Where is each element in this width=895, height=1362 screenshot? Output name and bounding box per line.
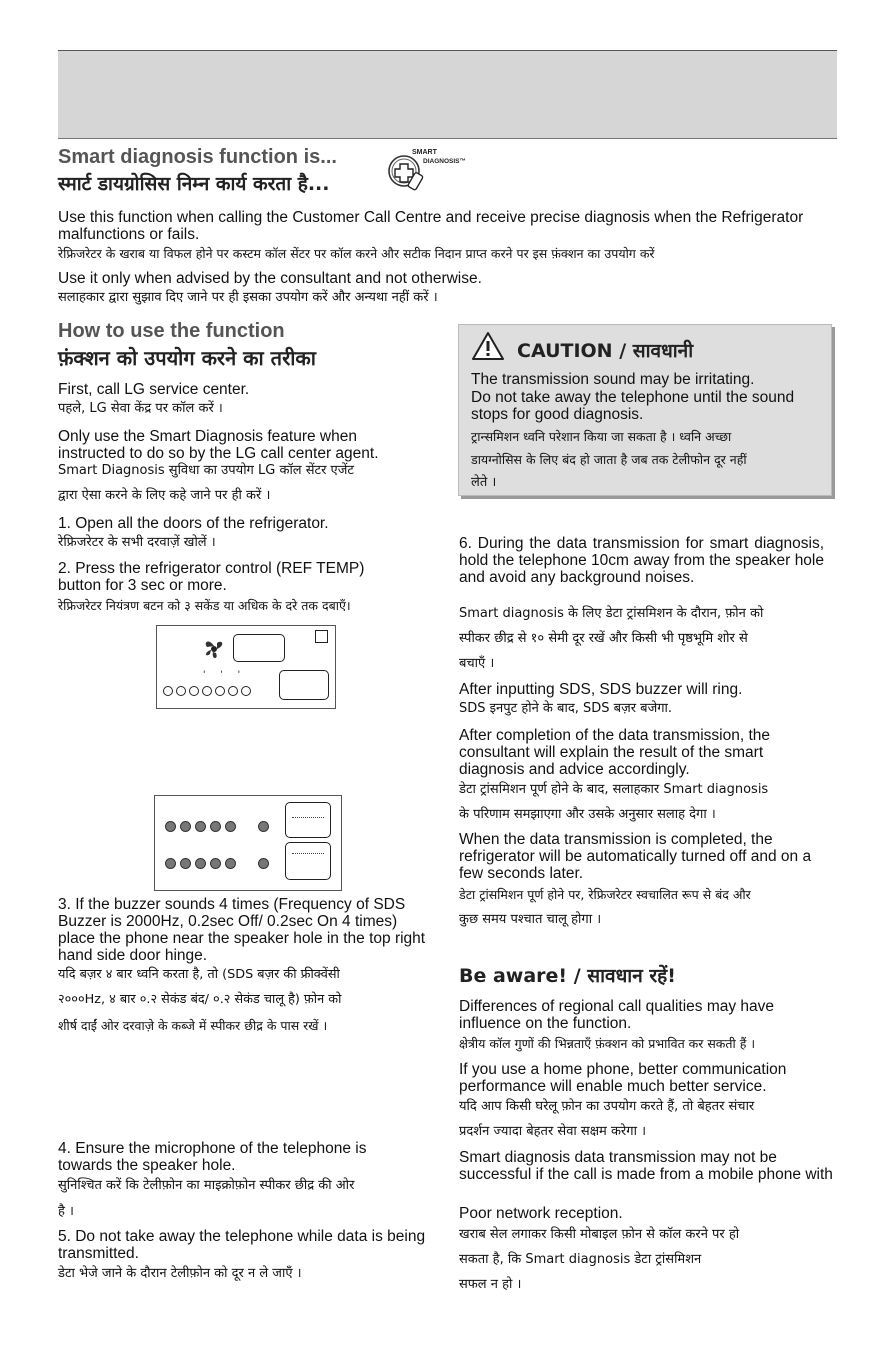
step6-hi1: Smart diagnosis के लिए डेटा ट्रांसमिशन के दौरान, फ़ोन को xyxy=(459,606,764,621)
step1-hi: रेफ्रिजरेटर के सभी दरवाज़ें खोलें । xyxy=(58,535,216,550)
step6-en: 6. During the data transmission for smart diagnosis, hold the telephone 10cm away from the speaker hole and avoid any background noises. xyxy=(459,535,824,586)
led-row-top xyxy=(165,817,240,836)
step2-hi: रेफ्रिजरेटर नियंत्रण बटन को ३ सकेंड या अधिक के दरे तक दबाएँ। xyxy=(58,598,351,613)
aware-p3-en2: Poor network reception. xyxy=(459,1205,623,1222)
step4-hi1: सुनिश्चित करें कि टेलीफ़ोन का माइक्रोफ़ोन स्पीकर छीद्र की ओर xyxy=(58,1178,355,1193)
complete-hi2: के परिणाम समझाएगा और उसके अनुसार सलाह देगा । xyxy=(459,807,716,822)
aware-p3-hi3: सफल न हो । xyxy=(459,1277,522,1292)
tick-marks: ' ' ' xyxy=(203,670,247,680)
howto-only-hi2: द्वारा ऐसा करने के लिए कहे जाने पर ही करें । xyxy=(58,488,271,503)
panel-button-bottom[interactable] xyxy=(285,842,331,880)
aware-p3-hi1: खराब सेल लगाकर किसी मोबाइल फ़ोन से कॉल करने पर हो xyxy=(459,1227,740,1242)
step4-en: 4. Ensure the microphone of the telephone is towards the speaker hole. xyxy=(58,1140,367,1174)
aware-p2-hi2: प्रदर्शन ज्यादा बेहतर सेवा सक्षम करेगा । xyxy=(459,1124,646,1139)
temp-level-leds xyxy=(163,681,254,700)
fan-icon xyxy=(201,636,227,662)
off-en: When the data transmission is completed, the refrigerator will be automatically turned off and on a few seconds later. xyxy=(459,831,812,882)
header-bar xyxy=(58,51,837,139)
caution-en1: The transmission sound may be irritating. xyxy=(471,371,755,388)
sds-en: After inputting SDS, SDS buzzer will ring. xyxy=(459,681,743,698)
sd-advice-hi: सलाहकार द्वारा सुझाव दिए जाने पर ही इसका उपयोग करें और अन्यथा नहीं करें । xyxy=(58,290,438,305)
caution-hi1: ट्रान्समिशन ध्वनि परेशान किया जा सकता है । ध्वनि अच्छा xyxy=(471,429,732,444)
lock-indicator-square xyxy=(315,630,328,643)
aware-p3-en: Smart diagnosis data transmission may not be successful if the call is made from a mobile phone with xyxy=(459,1149,833,1183)
howto-only-en: Only use the Smart Diagnosis feature when instructed to do so by the LG call center agent. xyxy=(58,428,379,462)
sd-title-hi: स्मार्ट डायग्रोसिस निम्न कार्य करता है... xyxy=(58,173,330,195)
caution-en2: Do not take away the telephone until the sound stops for good diagnosis. xyxy=(471,389,795,423)
howto-first-en: First, call LG service center. xyxy=(58,381,250,398)
panel-button-top[interactable] xyxy=(285,802,331,838)
warning-triangle-icon xyxy=(471,331,505,361)
caution-hi3: लेते । xyxy=(471,475,497,490)
logo-text-top: SMART xyxy=(412,149,437,156)
step2-en: 2. Press the refrigerator control (REF TEMP) button for 3 sec or more. xyxy=(58,560,365,594)
howto-first-hi: पहले, LG सेवा केंद्र पर कॉल करें । xyxy=(58,401,223,416)
aware-p3-hi2: सकता है, कि Smart diagnosis डेटा ट्रांसमिशन xyxy=(459,1252,702,1267)
caution-title: CAUTION / सावधानी xyxy=(517,340,694,362)
led-bottom-single xyxy=(258,854,273,873)
aware-p2-en: If you use a home phone, better communication performance will enable much better service. xyxy=(459,1061,787,1095)
led-row-bottom xyxy=(165,854,240,873)
logo-text-bottom: DIAGNOSIS™ xyxy=(423,158,466,165)
display-box xyxy=(233,634,285,662)
sd-intro-en: Use this function when calling the Customer Call Centre and receive precise diagnosis when the Refrigerator malfunctions or fails. xyxy=(58,209,804,243)
aware-p1-en: Differences of regional call qualities may have influence on the function. xyxy=(459,998,775,1032)
off-hi1: डेटा ट्रांसमिशन पूर्ण होने पर, रेफ्रिजरेटर स्वचालित रूप से बंद और xyxy=(459,887,751,902)
step5-hi: डेटा भेजे जाने के दौरान टेलीफ़ोन को दूर न ले जाएँ । xyxy=(58,1266,302,1281)
step4-hi2: है । xyxy=(58,1204,74,1219)
smart-diagnosis-logo xyxy=(385,143,495,195)
caution-hi2: डायग्नोसिस के लिए बंद हो जाता है जब तक टेलीफोन दूर नहीं xyxy=(471,452,747,467)
led-top-single xyxy=(258,817,273,836)
aware-p2-hi1: यदि आप किसी घरेलू फ़ोन का उपयोग करते हैं, तो बेहतर संचार xyxy=(459,1099,755,1114)
sds-hi: SDS इनपुट होने के बाद, SDS बज़र बजेगा. xyxy=(459,701,673,716)
aware-p1-hi: क्षेत्रीय कॉल गुणों की भिन्नताएँ फ़ंक्शन को प्रभावित कर सकती हैं । xyxy=(459,1036,756,1051)
complete-en: After completion of the data transmission, the consultant will explain the result of the smart diagnosis and advice accordingly. xyxy=(459,727,771,778)
control-panel-diagram-2 xyxy=(154,795,342,891)
step3-en: 3. If the buzzer sounds 4 times (Frequency of SDS Buzzer is 2000Hz, 0.2sec Off/ 0.2sec On 4 times) place the phone near the speaker hole in the top right hand side door hinge. xyxy=(58,896,426,964)
step6-hi3: बचाएँ । xyxy=(459,656,495,671)
howto-title-en: How to use the function xyxy=(58,320,285,342)
step1-en: 1. Open all the doors of the refrigerator. xyxy=(58,515,329,532)
complete-hi1: डेटा ट्रांसमिशन पूर्ण होने के बाद, सलाहकार Smart diagnosis xyxy=(459,782,769,797)
sd-title-en: Smart diagnosis function is... xyxy=(58,146,337,168)
step3-hi3: शीर्ष दाईं ओर दरवाज़े के कब्जे में स्पीकर छीद्र के पास रखें । xyxy=(58,1018,328,1033)
step3-hi1: यदि बज़र ४ बार ध्वनि करता है, तो (SDS बज़र की फ्रीक्वेंसी xyxy=(58,967,340,982)
sd-intro-hi: रेफ्रिजरेटर के खराब या विफल होने पर कस्टम कॉल सेंटर पर कॉल करने और सटीक निदान प्राप्त करने पर इस फ़ंक्शन का उपयोग करें xyxy=(58,246,655,261)
control-panel-diagram-1 xyxy=(156,625,336,709)
off-hi2: कुछ समय पश्चात चालू होगा । xyxy=(459,912,602,927)
step6-hi2: स्पीकर छीद्र से १० सेमी दूर रखें और किसी भी पृष्ठभूमि शोर से xyxy=(459,631,748,646)
aware-title: Be aware! / सावधान रहें! xyxy=(459,965,676,987)
step5-en: 5. Do not take away the telephone while data is being transmitted. xyxy=(58,1228,426,1262)
howto-title-hi: फ़ंक्शन को उपयोग करने का तरीका xyxy=(58,346,316,370)
caution-box xyxy=(458,324,832,496)
ref-temp-button[interactable] xyxy=(279,670,329,700)
step3-hi2: २०००Hz, ४ बार ०.२ सेकंड बंद/ ०.२ सेकंड चालू है) फ़ोन को xyxy=(58,992,342,1007)
howto-only-hi1: Smart Diagnosis सुविधा का उपयोग LG कॉल सेंटर एजेंट xyxy=(58,463,354,478)
sd-advice-en: Use it only when advised by the consultant and not otherwise. xyxy=(58,270,482,287)
